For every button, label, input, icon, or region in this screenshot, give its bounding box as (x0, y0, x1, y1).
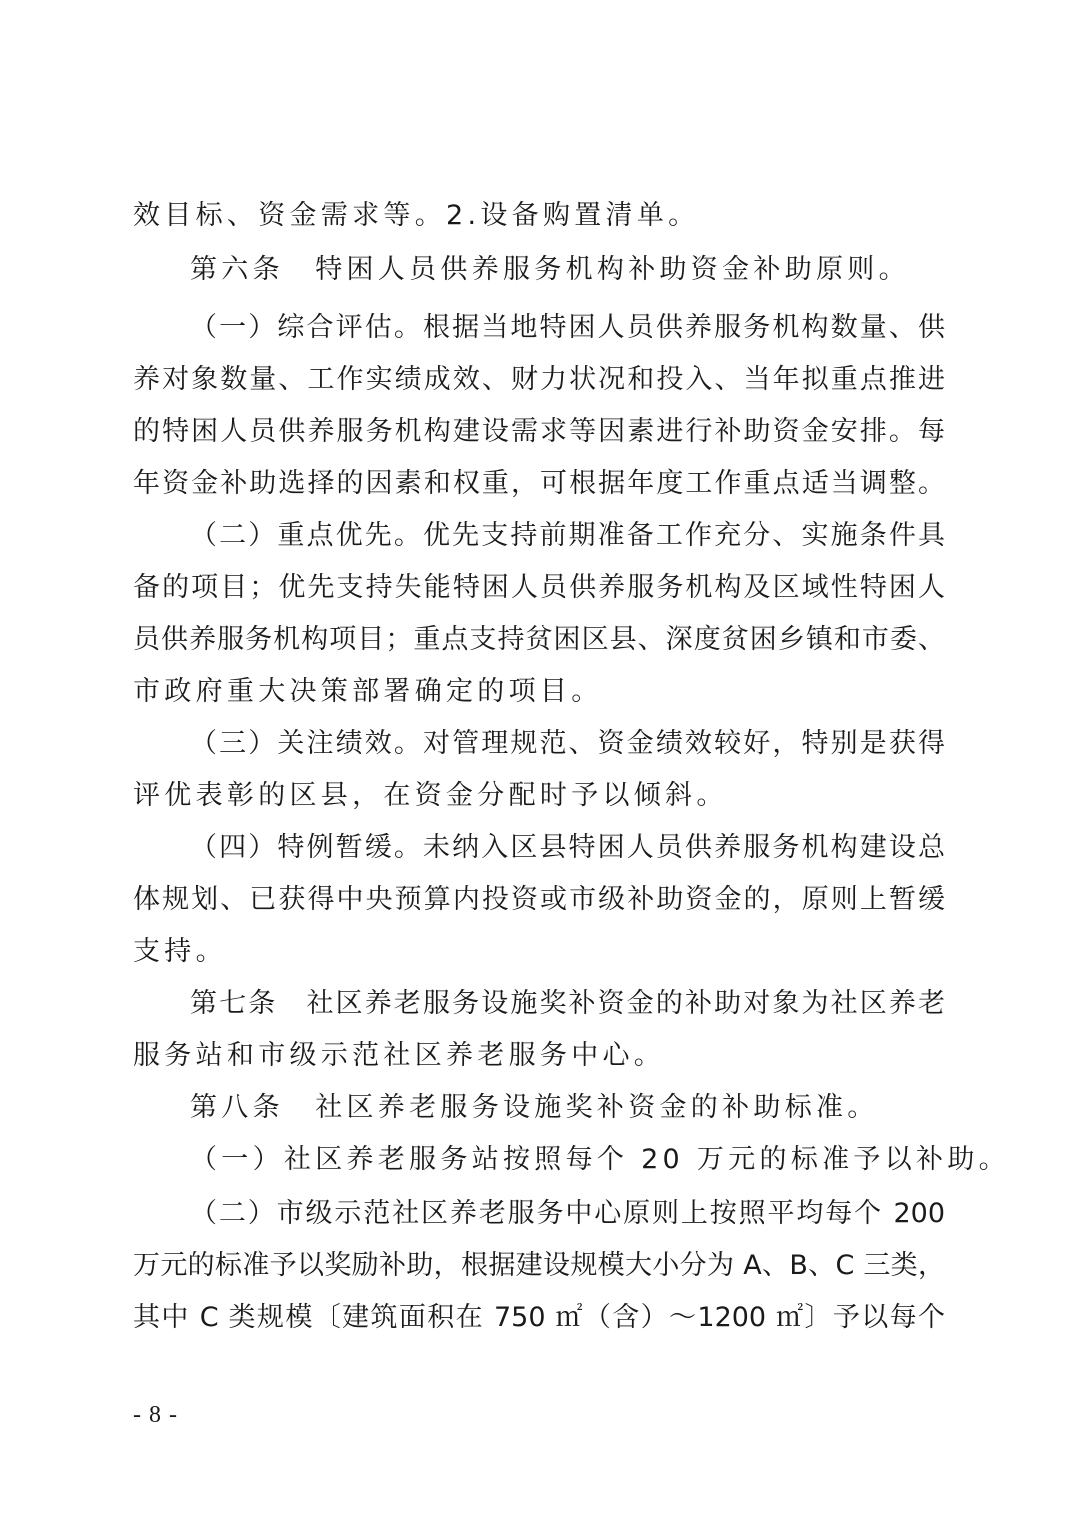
text-line: 万元的标准予以奖励补助，根据建设规模大小分为 A、B、C 三类， (133, 1250, 945, 1281)
text-line: 评优表彰的区县，在资金分配时予以倾斜。 (133, 780, 728, 811)
text-line: 养对象数量、工作实绩成效、财力状况和投入、当年拟重点推进 (133, 364, 945, 395)
text-line: （三）关注绩效。对管理规范、资金绩效较好，特别是获得 (190, 728, 945, 759)
article-heading: 第八条 社区养老服务设施奖补资金的补助标准。 (190, 1092, 879, 1123)
article-heading: 第七条 社区养老服务设施奖补资金的补助对象为社区养老 (190, 988, 945, 1019)
text-line: 支持。 (133, 936, 227, 967)
article-heading: 第六条 特困人员供养服务机构补助资金补助原则。 (190, 254, 910, 285)
text-line: 员供养服务机构项目；重点支持贫困区县、深度贫困乡镇和市委、 (133, 624, 945, 655)
text-line: 备的项目；优先支持失能特困人员供养服务机构及区域性特困人 (133, 572, 945, 603)
text-line: （二）市级示范社区养老服务中心原则上按照平均每个 200 (190, 1198, 945, 1229)
text-line: （一）综合评估。根据当地特困人员供养服务机构数量、供 (190, 312, 945, 343)
text-line: （二）重点优先。优先支持前期准备工作充分、实施条件具 (190, 520, 945, 551)
text-line: 年资金补助选择的因素和权重，可根据年度工作重点适当调整。 (133, 468, 945, 499)
page-number: - 8 - (133, 1402, 178, 1428)
text-line: （一）社区养老服务站按照每个 20 万元的标准予以补助。 (190, 1144, 1010, 1175)
text-line: 服务站和市级示范社区养老服务中心。 (133, 1040, 666, 1071)
text-line: 的特困人员供养服务机构建设需求等因素进行补助资金安排。每 (133, 416, 945, 447)
text-line: （四）特例暂缓。未纳入区县特困人员供养服务机构建设总 (190, 832, 945, 863)
text-line: 体规划、已获得中央预算内投资或市级补助资金的，原则上暂缓 (133, 884, 945, 915)
text-line: 效目标、资金需求等。2.设备购置清单。 (133, 200, 700, 231)
text-line: 其中 C 类规模〔建筑面积在 750 ㎡（含）～1200 ㎡〕予以每个 (133, 1302, 945, 1333)
text-line: 市政府重大决策部署确定的项目。 (133, 676, 603, 707)
